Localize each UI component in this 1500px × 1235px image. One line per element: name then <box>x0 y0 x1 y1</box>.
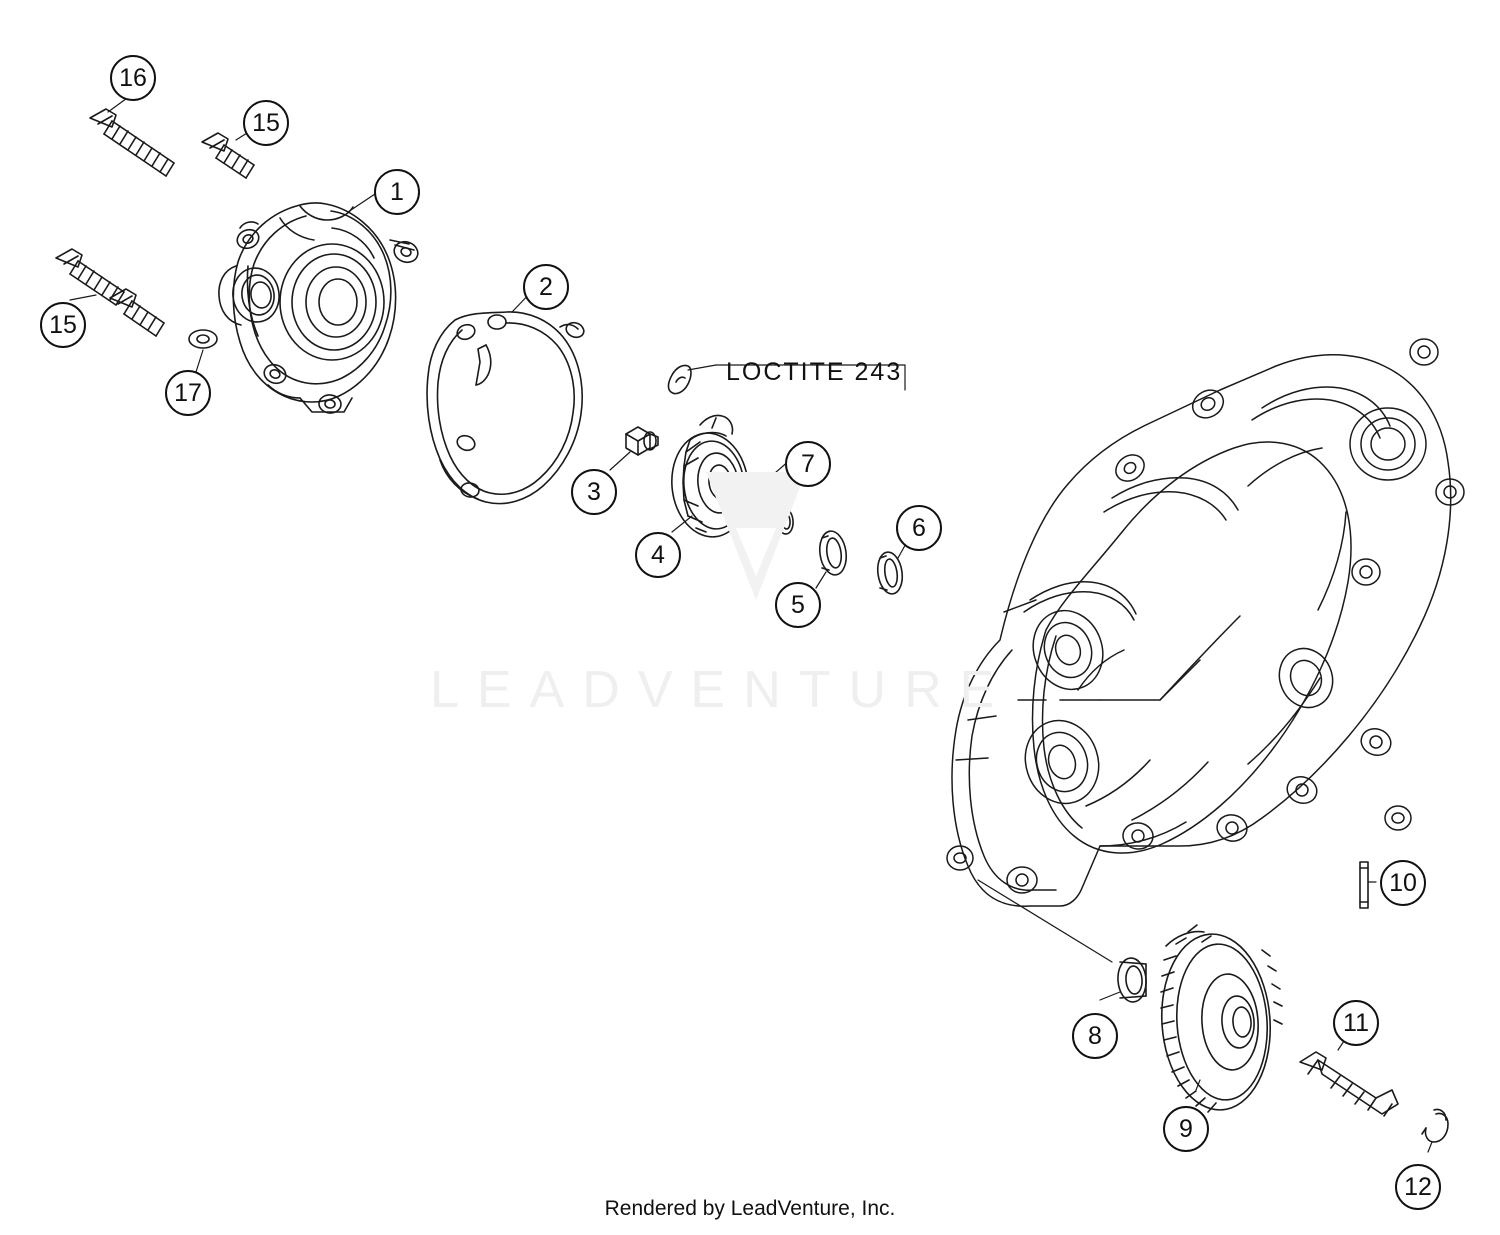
part-short-bolt-15a <box>202 133 254 178</box>
render-credit: Rendered by LeadVenture, Inc. <box>604 1197 896 1220</box>
part-seal-5 <box>817 529 849 576</box>
part-long-bolt-16 <box>90 109 174 176</box>
callout-6[interactable]: 6 <box>896 505 942 551</box>
callout-16[interactable]: 16 <box>110 55 156 101</box>
callout-4[interactable]: 4 <box>635 532 681 578</box>
part-pump-cover-1 <box>219 203 421 414</box>
callout-15-lower[interactable]: 15 <box>40 302 86 348</box>
part-washer-17 <box>189 330 217 348</box>
callout-12[interactable]: 12 <box>1395 1164 1441 1210</box>
part-engine-case-cover <box>947 339 1464 906</box>
part-shaft-seal-6 <box>875 551 905 596</box>
part-circlip-12 <box>1422 1109 1448 1142</box>
callout-1[interactable]: 1 <box>374 169 420 215</box>
callout-8[interactable]: 8 <box>1072 1013 1118 1059</box>
part-nut-3 <box>626 427 658 455</box>
callout-2[interactable]: 2 <box>523 264 569 310</box>
callout-5[interactable]: 5 <box>775 582 821 628</box>
callout-17[interactable]: 17 <box>165 370 211 416</box>
part-pump-shaft-11 <box>1300 1052 1398 1116</box>
callout-15-upper[interactable]: 15 <box>243 100 289 146</box>
callout-11[interactable]: 11 <box>1333 1000 1379 1046</box>
part-short-bolt-15b <box>110 289 164 336</box>
callout-9[interactable]: 9 <box>1163 1106 1209 1152</box>
part-gasket-2 <box>427 312 586 504</box>
callout-3[interactable]: 3 <box>571 469 617 515</box>
part-bearing-8 <box>1116 957 1147 1003</box>
callout-10[interactable]: 10 <box>1380 860 1426 906</box>
watermark-text: LEADVENTURE <box>430 661 1013 719</box>
part-drive-gear-9 <box>1156 925 1282 1114</box>
callout-7[interactable]: 7 <box>785 441 831 487</box>
part-dowel-pin-10 <box>1360 862 1368 908</box>
loctite-note: LOCTITE 243 <box>726 358 903 386</box>
